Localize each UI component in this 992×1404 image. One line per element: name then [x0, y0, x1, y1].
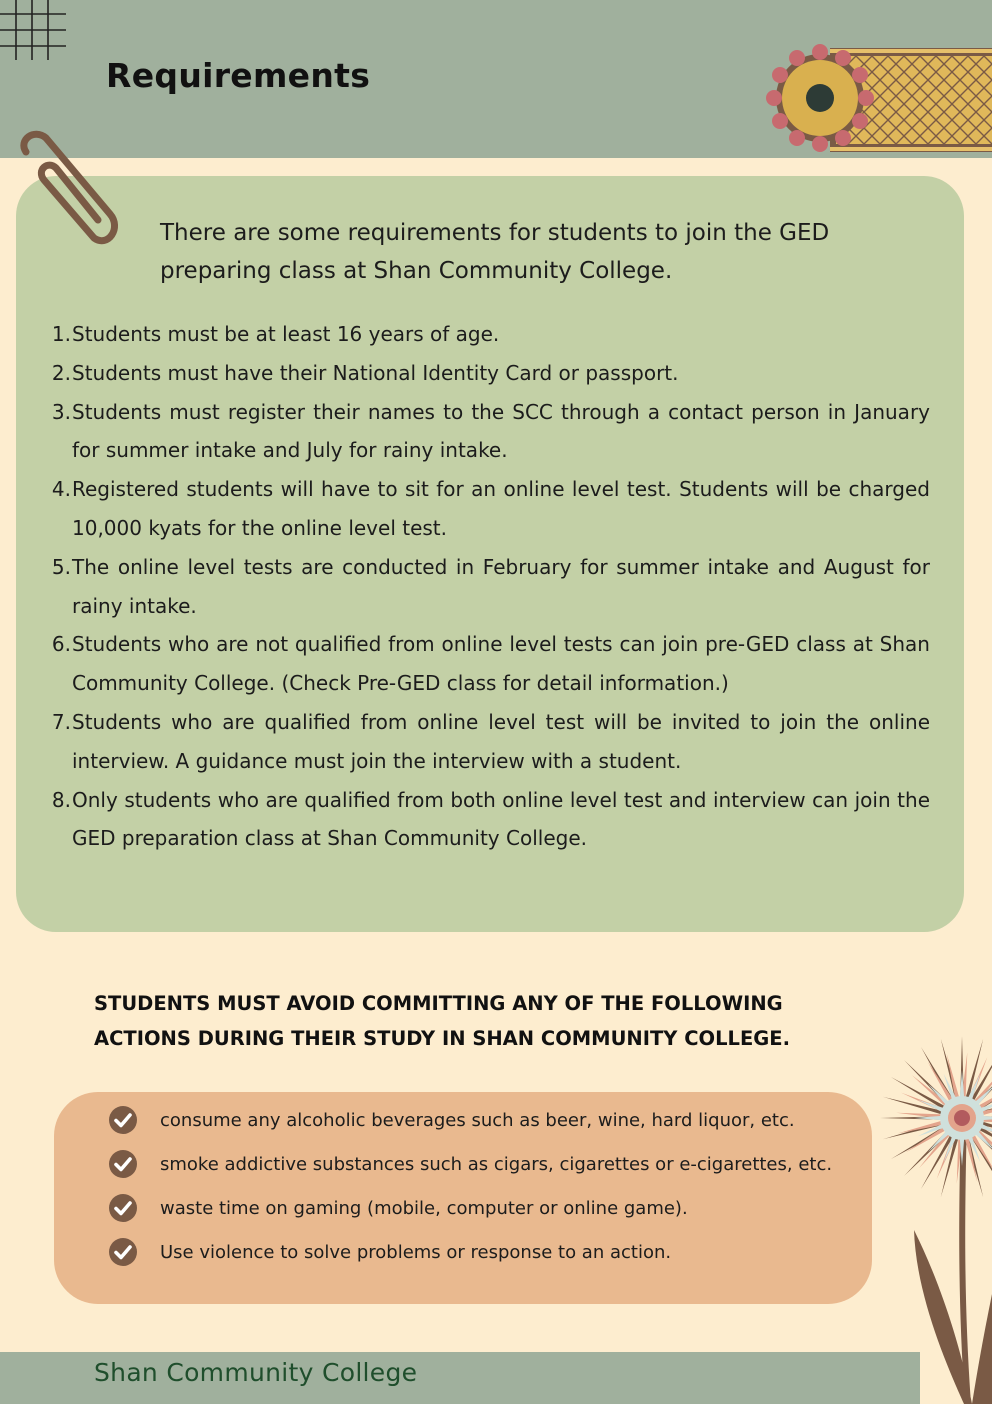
- list-text: The online level tests are conducted in February for summer intake and August for rainy intake.: [72, 554, 930, 618]
- warning-heading: STUDENTS MUST AVOID COMMITTING ANY OF THE FOLLOWING ACTIONS DURING THEIR STUDY IN SHAN COMMUNITY COLLEGE.: [94, 992, 790, 1050]
- avoid-item-text: smoke addictive substances such as cigars, cigarettes or e-cigarettes, etc.: [160, 1153, 833, 1175]
- checkmark-circle-icon: [108, 1105, 138, 1135]
- list-item: [38, 354, 930, 393]
- list-number: 8.: [51, 787, 71, 812]
- list-item: [38, 548, 930, 626]
- list-item: [38, 470, 930, 548]
- avoid-item: [108, 1230, 868, 1274]
- page-title: Requirements: [106, 56, 371, 95]
- list-text: Registered students will have to sit for an online level test. Students will be charged 10,000 kyats for the online level test.: [72, 477, 930, 540]
- list-text: Students who are qualified from online level test will be invited to join the online interview. A guidance must join the interview with a student.: [72, 709, 930, 773]
- list-item: [38, 703, 930, 781]
- checkmark-circle-icon: [108, 1193, 138, 1223]
- list-number: 4.: [51, 477, 71, 502]
- list-item: [38, 781, 930, 859]
- list-item: [38, 625, 930, 703]
- intro-text: There are some requirements for students to join the GED preparing class at Shan Community College.: [160, 220, 830, 284]
- list-number: 7.: [51, 709, 71, 734]
- list-text: Students who are not qualified from online level tests can join pre-GED class at Shan Community College. (Check Pre-GED class for detail information.): [72, 632, 930, 696]
- checkmark-circle-icon: [108, 1237, 138, 1267]
- list-number: 5.: [51, 554, 71, 579]
- list-item: [38, 315, 930, 354]
- avoid-item-text: waste time on gaming (mobile, computer or online game).: [160, 1197, 688, 1219]
- paperclip-icon: [14, 128, 124, 256]
- list-item: [38, 393, 930, 471]
- list-text: Students must be at least 16 years of age.: [72, 322, 500, 346]
- list-text: Students must have their National Identity Card or passport.: [72, 360, 679, 385]
- list-number: 6.: [51, 632, 71, 657]
- avoid-list: [108, 1098, 868, 1274]
- requirements-list: [38, 315, 930, 858]
- avoid-item-text: consume any alcoholic beverages such as beer, wine, hard liquor, etc.: [160, 1109, 795, 1131]
- list-text: Only students who are qualified from both online level test and interview can join the GED preparation class at Shan Community College.: [72, 787, 930, 851]
- flower-lattice-ornament: [760, 40, 992, 158]
- checkmark-circle-icon: [108, 1149, 138, 1179]
- avoid-item-text: Use violence to solve problems or response to an action.: [160, 1241, 672, 1263]
- footer-college-name: Shan Community College: [94, 1358, 418, 1387]
- grid-decoration-icon: [0, 0, 68, 62]
- flower-decoration-icon: [876, 1034, 992, 1404]
- list-number: 2.: [51, 360, 71, 385]
- avoid-item: [108, 1098, 868, 1142]
- avoid-item: [108, 1186, 868, 1230]
- avoid-item: [108, 1142, 868, 1186]
- list-number: 3.: [51, 399, 71, 424]
- list-text: Students must register their names to the SCC through a contact person in January for summer intake and July for rainy intake.: [72, 399, 930, 463]
- list-number: 1.: [51, 322, 71, 346]
